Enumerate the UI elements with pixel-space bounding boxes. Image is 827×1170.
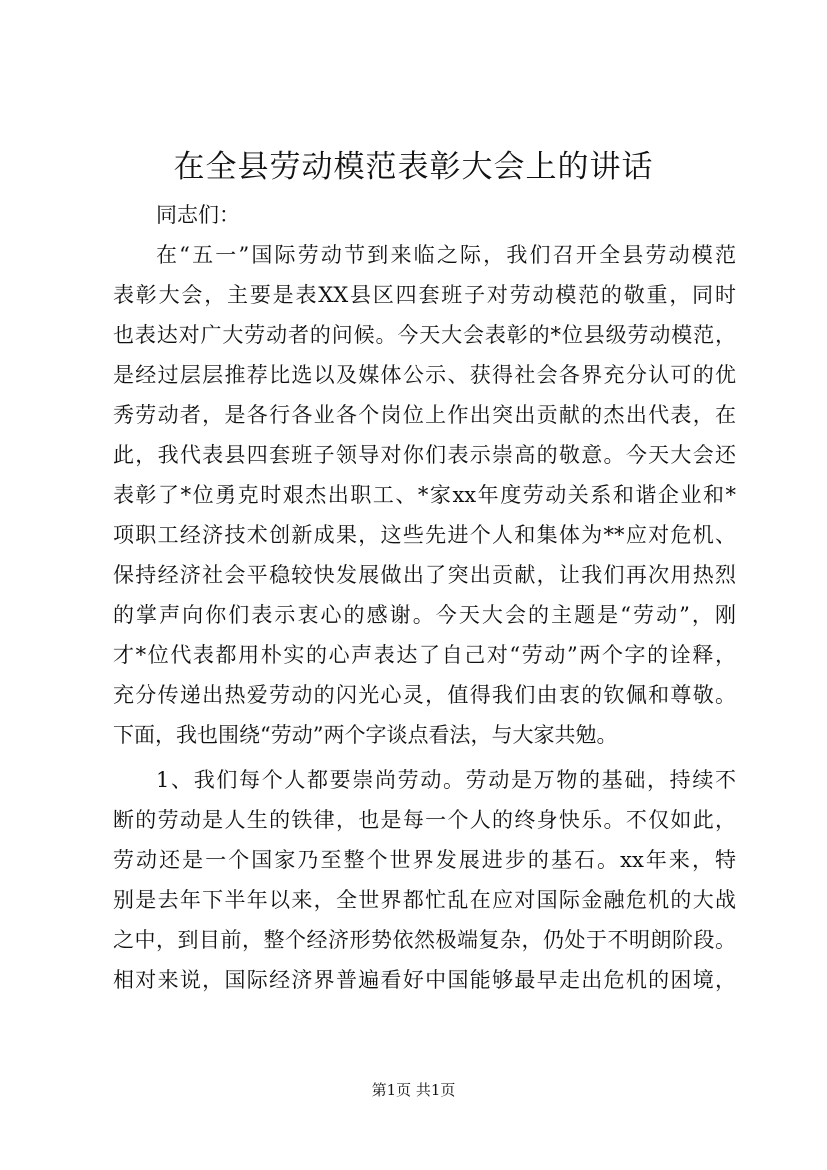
paragraph-line: 充分传递出热爱劳动的闪光心灵，值得我们由衷的钦佩和尊敬。	[113, 683, 736, 707]
paragraph-line: 秀劳动者，是各行各业各个岗位上作出突出贡献的杰出代表，在	[113, 403, 736, 427]
paragraph-line: 的掌声向你们表示衷心的感谢。今天大会的主题是“劳动”，刚	[113, 603, 736, 627]
document-title: 在全县劳动模范表彰大会上的讲话	[173, 149, 654, 185]
paragraph-line: 项职工经济技术创新成果，这些先进个人和集体为**应对危机、	[113, 523, 736, 547]
paragraph-line: 断的劳动是人生的铁律，也是每一个人的终身快乐。不仅如此，	[113, 808, 736, 832]
paragraph-line: 也表达对广大劳动者的问候。今天大会表彰的*位县级劳动模范，	[113, 323, 736, 347]
paragraph-line: 1、我们每个人都要崇尚劳动。劳动是万物的基础，持续不	[156, 768, 736, 792]
paragraph-line: 是经过层层推荐比选以及媒体公示、获得社会各界充分认可的优	[113, 363, 736, 387]
paragraph-line: 之中，到目前，整个经济形势依然极端复杂，仍处于不明朗阶段。	[113, 928, 736, 952]
paragraph-line: 才*位代表都用朴实的心声表达了自己对“劳动”两个字的诠释，	[113, 643, 736, 667]
page-footer: 第1页 共1页	[371, 1081, 456, 1099]
paragraph-line: 别是去年下半年以来，全世界都忙乱在应对国际金融危机的大战	[113, 888, 736, 912]
paragraph-line: 保持经济社会平稳较快发展做出了突出贡献，让我们再次用热烈	[113, 563, 736, 587]
paragraph-line: 表彰大会，主要是表XX县区四套班子对劳动模范的敬重，同时	[113, 283, 736, 307]
salutation: 同志们：	[156, 203, 240, 227]
paragraph-line: 表彰了*位勇克时艰杰出职工、*家xx年度劳动关系和谐企业和*	[113, 483, 736, 507]
paragraph-line: 在“五一”国际劳动节到来临之际，我们召开全县劳动模范	[156, 243, 736, 267]
paragraph-line: 下面，我也围绕“劳动”两个字谈点看法，与大家共勉。	[113, 723, 618, 747]
paragraph-line: 此，我代表县四套班子领导对你们表示崇高的敬意。今天大会还	[113, 443, 736, 467]
paragraph-line: 相对来说，国际经济界普遍看好中国能够最早走出危机的困境，	[113, 968, 736, 992]
paragraph-line: 劳动还是一个国家乃至整个世界发展进步的基石。xx年来，特	[113, 848, 736, 872]
